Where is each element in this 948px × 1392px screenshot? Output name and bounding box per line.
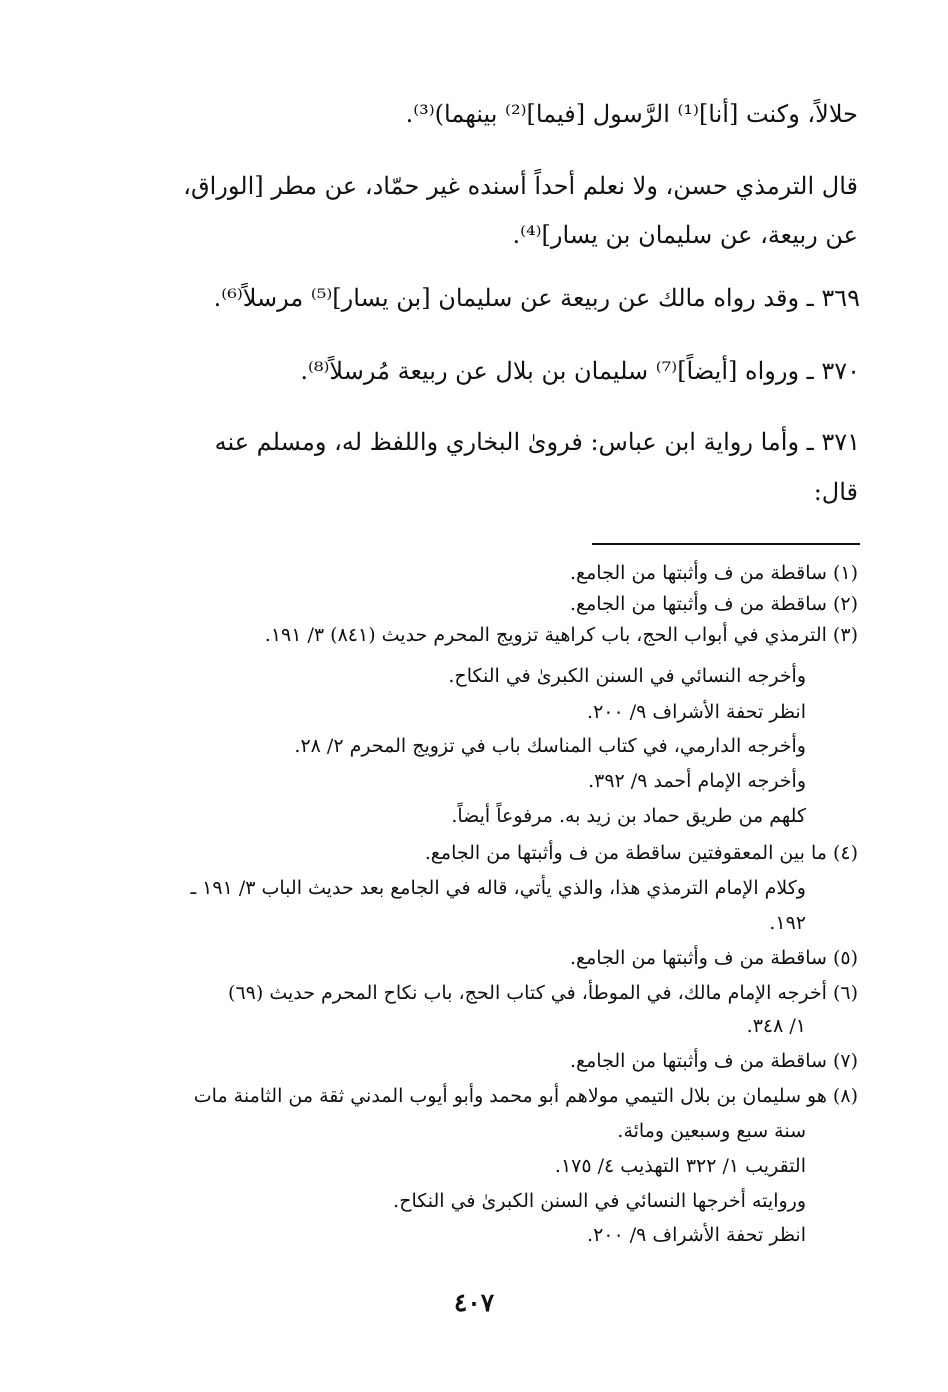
- footnote-6-line-2: ١/ ٣٤٨.: [746, 1015, 806, 1037]
- footnote-5: (٥) ساقطة من ف وأثبتها من الجامع.: [569, 947, 858, 969]
- hadith-371-line-2: قال:: [813, 478, 858, 506]
- footnote-8-line-5: انظر تحفة الأشراف ٩/ ٢٠٠.: [587, 1224, 806, 1246]
- footnote-3-line-3: انظر تحفة الأشراف ٩/ ٢٠٠.: [587, 701, 806, 723]
- page-number: ٤٠٧: [453, 1288, 495, 1317]
- footnote-8-line-3: التقريب ١/ ٣٢٢ التهذيب ٤/ ١٧٥.: [554, 1155, 806, 1177]
- footnote-4-line-1: (٤) ما بين المعقوفتين ساقطة من ف وأثبتها من الجامع.: [424, 842, 858, 864]
- footnote-2: (٢) ساقطة من ف وأثبتها من الجامع.: [569, 593, 858, 615]
- footnote-6-line-1: (٦) أخرجه الإمام مالك، في الموطأ، في كتاب الحج، باب نكاح المحرم حديث (٦٩): [228, 982, 858, 1004]
- footnote-3-line-1: (٣) الترمذي في أبواب الحج، باب كراهية تزويج المحرم حديث (٨٤١) ٣/ ١٩١.: [264, 624, 858, 646]
- hadith-371-line-1: ٣٧١ ـ وأما رواية ابن عباس: فروىٰ البخاري واللفظ له، ومسلم عنه: [214, 428, 860, 456]
- hadith-370: ٣٧٠ ـ ورواه [أيضاً]⁽⁷⁾ سليمان بن بلال عن ربيعة مُرسلاً⁽⁸⁾.: [300, 357, 860, 385]
- main-paragraph-2-line-1: قال الترمذي حسن، ولا نعلم أحداً أسنده غير حمّاد، عن مطر [الوراق،: [183, 172, 858, 200]
- main-line-1: حلالاً، وكنت [أنا]⁽¹⁾ الرَّسول [فيما]⁽²⁾ بينهما)⁽³⁾.: [405, 100, 858, 128]
- footnote-3-line-5: وأخرجه الإمام أحمد ٩/ ٣٩٢.: [588, 770, 806, 792]
- footnote-1: (١) ساقطة من ف وأثبتها من الجامع.: [569, 562, 858, 584]
- footnote-8-line-2: سنة سبع وسبعين ومائة.: [617, 1120, 806, 1142]
- footnote-separator: [592, 543, 860, 545]
- hadith-369: ٣٦٩ ـ وقد رواه مالك عن ربيعة عن سليمان [بن يسار]⁽⁵⁾ مرسلاً⁽⁶⁾.: [213, 284, 860, 312]
- footnote-3-line-6: كلهم من طريق حماد بن زيد به. مرفوعاً أيضاً.: [451, 805, 806, 827]
- footnote-3-line-2: وأخرجه النسائي في السنن الكبرىٰ في النكاح.: [448, 665, 806, 687]
- footnote-8-line-1: (٨) هو سليمان بن بلال التيمي مولاهم أبو محمد وأبو أيوب المدني ثقة من الثامنة مات: [193, 1085, 858, 1107]
- footnote-3-line-4: وأخرجه الدارمي، في كتاب المناسك باب في تزويج المحرم ٢/ ٢٨.: [294, 735, 806, 757]
- footnote-4-line-2: وكلام الإمام الترمذي هذا، والذي يأتي، قاله في الجامع بعد حديث الباب ٣/ ١٩١ ـ: [190, 877, 806, 899]
- footnote-8-line-4: وروايته أخرجها النسائي في السنن الكبرىٰ في النكاح.: [393, 1190, 806, 1212]
- footnote-7: (٧) ساقطة من ف وأثبتها من الجامع.: [569, 1050, 858, 1072]
- footnote-4-line-3: ١٩٢.: [769, 912, 806, 934]
- main-paragraph-2-line-2: عن ربيعة، عن سليمان بن يسار]⁽⁴⁾.: [512, 221, 858, 249]
